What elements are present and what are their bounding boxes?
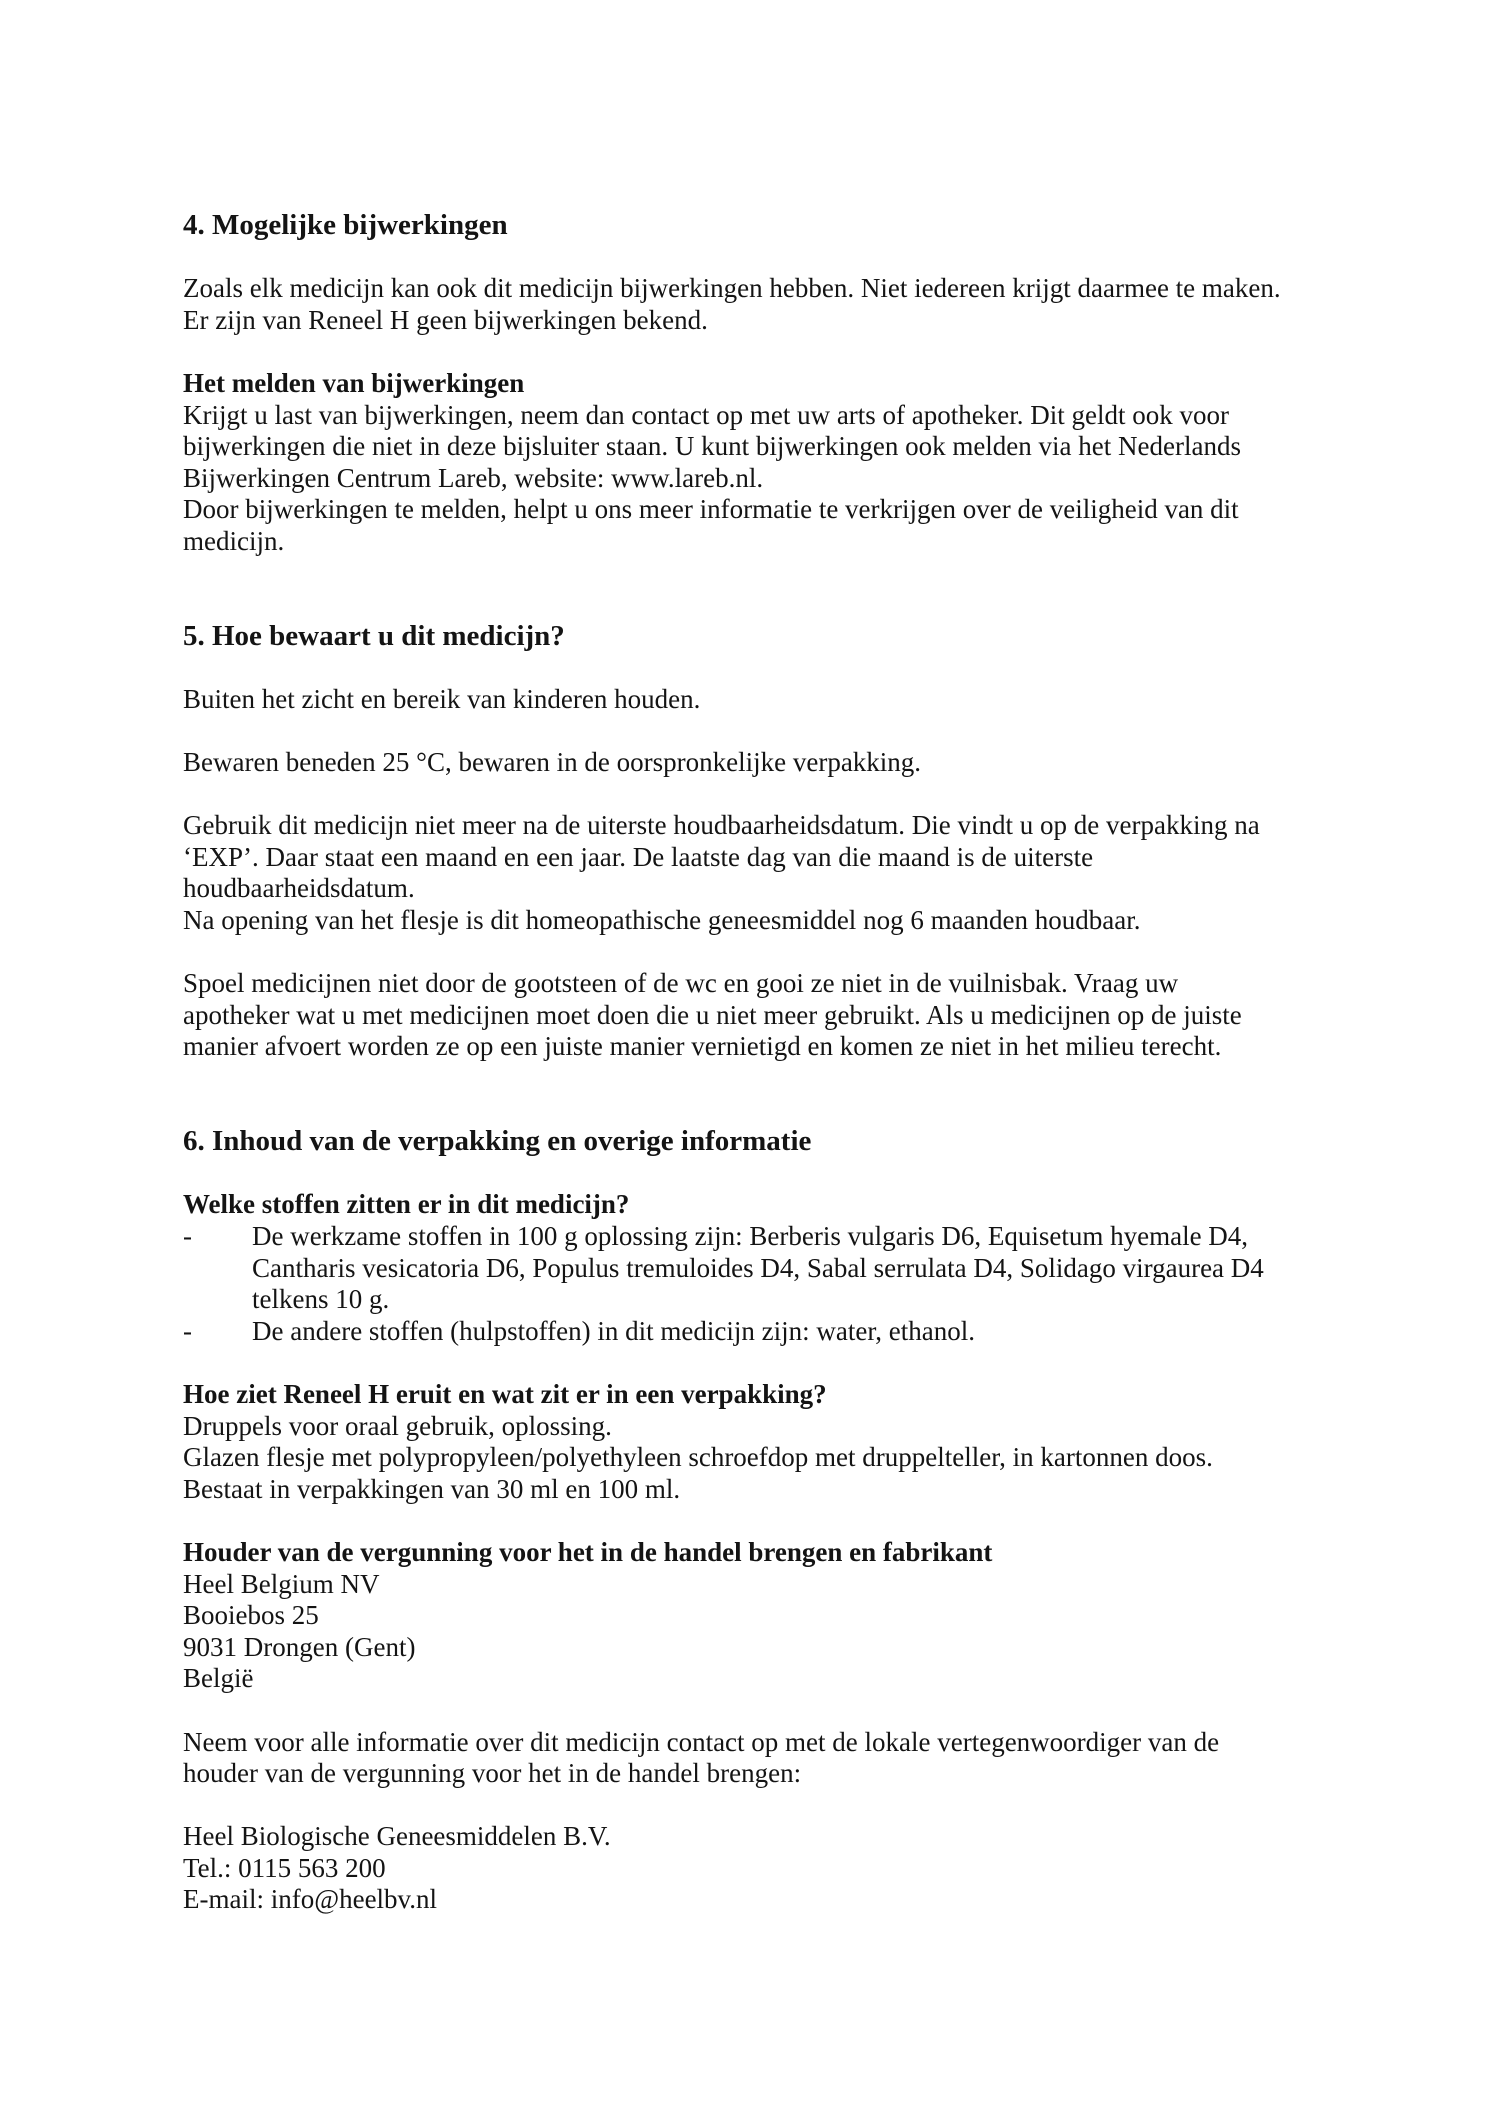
list-item-text: telkens 10 g. — [252, 1284, 390, 1315]
list-item-text: De werkzame stoffen in 100 g oplossing zijn: Berberis vulgaris D6, Equisetum hyemale D4, — [252, 1221, 1249, 1251]
blank-line — [183, 558, 1404, 590]
blank-line — [183, 1790, 1404, 1822]
other-ingredients-item-line — [183, 1316, 1404, 1348]
blank-line — [183, 1505, 1404, 1537]
blank-line — [183, 242, 1404, 274]
list-item-text: De andere stoffen (hulpstoffen) in dit medicijn zijn: water, ethanol. — [252, 1315, 975, 1346]
section-4-heading: 4. Mogelijke bijwerkingen — [183, 209, 508, 241]
reporting-side-effects-paragraph-line: Bijwerkingen Centrum Lareb, website: www.lareb.nl. — [183, 462, 764, 493]
local-representative-intro-line: houder van de vergunning voor het in de handel brengen: — [183, 1758, 802, 1789]
local-representative-intro-line: Neem voor alle informatie over dit medicijn contact op met de lokale vertegenwoordiger van de — [183, 1726, 1220, 1757]
blank-line — [183, 336, 1404, 368]
blank-line — [183, 1158, 1404, 1190]
reporting-side-effects-paragraph-line: medicijn. — [183, 525, 285, 556]
active-ingredients-item-line — [183, 1284, 1404, 1316]
reporting-side-effects-paragraph-line: bijwerkingen die niet in deze bijsluiter staan. U kunt bijwerkingen ook melden via het Nederlands — [183, 431, 1241, 462]
blank-line — [183, 1063, 1404, 1095]
section-5-heading: 5. Hoe bewaart u dit medicijn? — [183, 619, 565, 652]
appearance-paragraph-line: Glazen flesje met polypropyleen/polyethyleen schroefdop met druppelteller, in kartonnen doos. — [183, 1442, 1213, 1473]
appearance-heading: Hoe ziet Reneel H eruit en wat zit er in een verpakking? — [183, 1378, 827, 1409]
marketing-authorisation-heading: Houder van de vergunning voor het in de handel brengen en fabrikant — [183, 1536, 993, 1567]
active-ingredients-item-line — [183, 1221, 1404, 1253]
expiry-paragraph-line: houdbaarheidsdatum. — [183, 873, 415, 904]
list-dash: - — [183, 1315, 192, 1346]
document-body — [183, 210, 1404, 1916]
disposal-paragraph-line: Spoel medicijnen niet door de gootsteen of de wc en gooi ze niet in de vuilnisbak. Vraag uw — [183, 968, 1179, 999]
keep-out-of-reach-paragraph-line: Buiten het zicht en bereik van kinderen houden. — [183, 683, 701, 714]
blank-line — [183, 1095, 1404, 1127]
local-representative-contact-line: E-mail: info@heelbv.nl — [183, 1884, 438, 1915]
storage-conditions-paragraph-line: Bewaren beneden 25 °C, bewaren in de oorspronkelijke verpakking. — [183, 747, 922, 778]
blank-line — [183, 1347, 1404, 1379]
blank-line — [183, 589, 1404, 621]
list-dash: - — [183, 1221, 192, 1251]
local-representative-contact-line: Heel Biologische Geneesmiddelen B.V. — [183, 1821, 611, 1852]
blank-line — [183, 652, 1404, 684]
active-ingredients-item-line — [183, 1253, 1404, 1285]
blank-line — [183, 1695, 1404, 1727]
section-6-heading: 6. Inhoud van de verpakking en overige informatie — [183, 1125, 812, 1158]
list-item-text: Cantharis vesicatoria D6, Populus tremuloides D4, Sabal serrulata D4, Solidago virgaurea D4 — [252, 1252, 1264, 1283]
blank-line — [183, 779, 1404, 811]
local-representative-contact-line: Tel.: 0115 563 200 — [183, 1852, 386, 1883]
reporting-side-effects-paragraph-line: Door bijwerkingen te melden, helpt u ons meer informatie te verkrijgen over de veiligheid van dit — [183, 494, 1239, 525]
disposal-paragraph-line: apotheker wat u met medicijnen moet doen die u niet meer gebruikt. Als u medicijnen op de juiste — [183, 999, 1242, 1030]
authorisation-holder-address-line: Heel Belgium NV — [183, 1568, 380, 1599]
authorisation-holder-address-line: 9031 Drongen (Gent) — [183, 1631, 416, 1662]
ingredients-heading: Welke stoffen zitten er in dit medicijn? — [183, 1189, 630, 1220]
reporting-side-effects-heading: Het melden van bijwerkingen — [183, 367, 525, 398]
authorisation-holder-address-line: België — [183, 1663, 254, 1694]
authorisation-holder-address-line: Booiebos 25 — [183, 1600, 319, 1631]
expiry-paragraph-line: Gebruik dit medicijn niet meer na de uiterste houdbaarheidsdatum. Die vindt u op de verpakking na — [183, 810, 1260, 841]
appearance-paragraph-line: Druppels voor oraal gebruik, oplossing. — [183, 1410, 612, 1441]
reporting-side-effects-paragraph-line: Krijgt u last van bijwerkingen, neem dan contact op met uw arts of apotheker. Dit geldt ook voor — [183, 399, 1229, 430]
expiry-paragraph-line: ‘EXP’. Daar staat een maand en een jaar. De laatste dag van die maand is de uiterste — [183, 841, 1094, 872]
blank-line — [183, 937, 1404, 969]
disposal-paragraph-line: manier afvoert worden ze op een juiste manier vernietigd en komen ze niet in het milieu terecht. — [183, 1031, 1222, 1062]
side-effects-intro-line: Er zijn van Reneel H geen bijwerkingen bekend. — [183, 304, 708, 335]
expiry-paragraph-line: Na opening van het flesje is dit homeopathische geneesmiddel nog 6 maanden houdbaar. — [183, 905, 1141, 936]
blank-line — [183, 716, 1404, 748]
side-effects-intro-line: Zoals elk medicijn kan ook dit medicijn bijwerkingen hebben. Niet iedereen krijgt daarmee te maken. — [183, 273, 1281, 304]
appearance-paragraph-line: Bestaat in verpakkingen van 30 ml en 100 ml. — [183, 1473, 681, 1504]
